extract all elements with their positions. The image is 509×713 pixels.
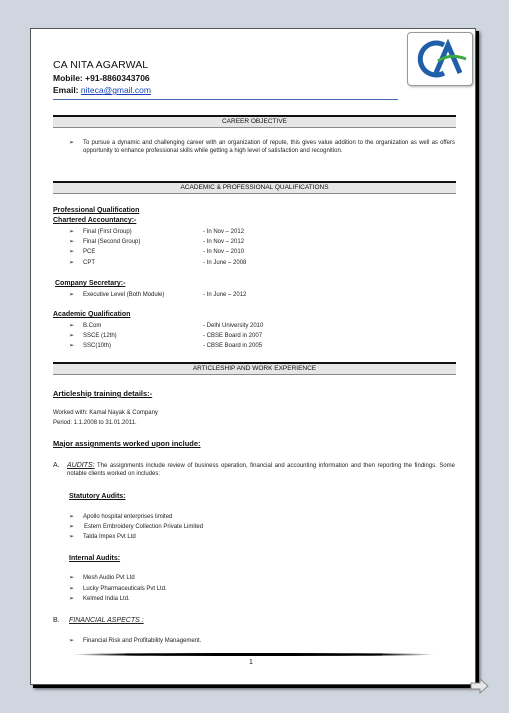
arrow-bullet-icon: ➢ [69,638,75,644]
academic-item-label: SSCE (12th) [83,333,117,339]
academic-item-value: - Delhi University 2010 [203,323,264,329]
candidate-name: CA NITA AGARWAL [53,59,149,71]
academic-item-label: SSC(10th) [83,343,112,349]
audits-text: The assignments include review of business operation, financial and accounting information and then reporting the findings. Some notable clients worked on includes: [67,463,456,477]
section-letter-a: A. [53,462,60,469]
professional-heading: Professional Qualification [53,207,140,214]
arrow-bullet-icon: ➢ [69,586,75,592]
major-assignments-heading: Major assignments worked upon include: [53,439,201,448]
arrow-bullet-icon: ➢ [69,140,75,146]
audits-paragraph [67,462,455,478]
email-label: Email: [53,85,79,95]
ca-item-label: PCE [83,249,96,255]
arrow-bullet-icon: ➢ [69,292,75,298]
section-letter-b: B. [53,617,60,624]
footer-rule [71,653,436,656]
period: Period: 1.1.2008 to 31.01.2011. [53,420,137,426]
worked-with: Worked with: Kamal Nayak & Company [53,410,158,416]
ca-item-label: Final (First Group) [83,229,132,235]
financial-item-label: Financial Risk and Profitability Management. [83,638,202,644]
ca-item-label: Final (Second Group) [83,239,141,245]
email-link[interactable]: niteca@gmail.com [80,85,151,95]
academic-item-value: - CBSE Board in 2007 [203,333,263,339]
internal-item-label: Mesh Audio Pvt Ltd [83,575,135,581]
arrow-bullet-icon: ➢ [69,239,75,245]
internal-item-label: Lucky Pharmaceuticals Pvt Ltd. [83,586,167,592]
ca-item-value: - In Nov – 2012 [203,229,245,235]
arrow-bullet-icon: ➢ [69,229,75,235]
ca-item-label: CPT [83,260,95,266]
academic-item-label: B.Com [83,323,102,329]
header-rule [53,99,398,100]
academic-heading: Academic Qualification [53,311,131,318]
academic-item-value: - CBSE Board in 2005 [203,343,263,349]
arrow-bullet-icon: ➢ [69,260,75,266]
articleship-heading: Articleship training details:- [53,389,153,398]
email-line [53,85,151,95]
arrow-bullet-icon: ➢ [69,249,75,255]
ca-item-value: - In Nov – 2012 [203,239,245,245]
arrow-bullet-icon: ➢ [69,323,75,329]
cs-item-value: - In June – 2012 [203,292,247,298]
ca-logo [407,32,473,86]
arrow-bullet-icon: ➢ [69,524,75,530]
academic-bar: ACADEMIC & PROFESSIONAL QUALIFICATIONS [53,181,456,194]
mobile-label: Mobile: [53,73,83,83]
statutory-item-label: Talda Impex Pvt Ltd [83,534,136,540]
resume-page [30,28,476,685]
statutory-item-label: Apollo hospital enterprises limited [83,514,173,520]
ca-heading: Chartered Accountancy:- [53,217,137,224]
arrow-bullet-icon: ➢ [69,596,75,602]
statutory-heading: Statutory Audits: [69,493,126,500]
arrow-bullet-icon: ➢ [69,514,75,520]
cs-item-label: Executive Level (Both Module) [83,292,165,298]
mobile-number: +91-8860343706 [85,73,150,83]
ca-item-value: - In June – 2008 [203,260,247,266]
next-page-arrow-icon[interactable] [470,678,490,694]
mobile-line [53,73,150,83]
objective-text: To pursue a dynamic and challenging career with an organization of repute, this gives value addition to the organization as well as offers opportunity to enhance professional skills while getting a high level of satisfaction and recognition. [83,140,455,154]
arrow-bullet-icon: ➢ [69,333,75,339]
audits-title: AUDITS: [67,462,95,469]
ca-item-value: - In Nov – 2010 [203,249,245,255]
internal-heading: Internal Audits: [69,555,121,562]
arrow-bullet-icon: ➢ [69,575,75,581]
financial-aspects-title: FINANCIAL ASPECTS : [69,617,144,624]
arrow-bullet-icon: ➢ [69,343,75,349]
internal-item-label: Kelmed India Ltd. [83,596,130,602]
experience-bar: ARTICLESHIP AND WORK EXPERIENCE [53,362,456,375]
statutory-item-label: Estern Embroidery Collection Private Limited [84,524,204,530]
page-number: 1 [249,659,253,666]
arrow-bullet-icon: ➢ [69,534,75,540]
cs-heading: Company Secretary:- [55,280,126,287]
career-objective-bar: CAREER OBJECTIVE [53,115,456,128]
